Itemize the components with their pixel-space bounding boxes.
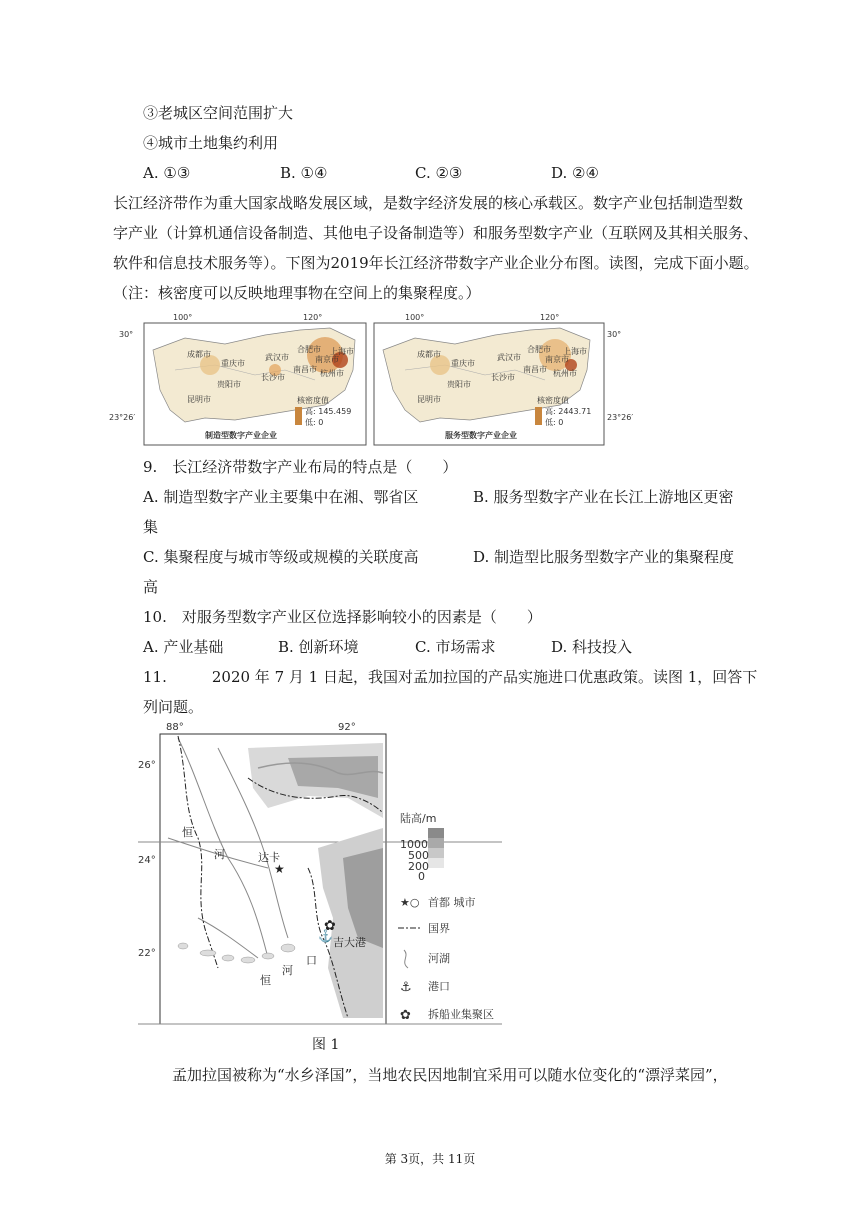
- q10-option-a: A. 产业基础: [143, 638, 224, 656]
- city-chengdu-b: 成都市: [417, 350, 441, 359]
- legend-low: 低: 0: [305, 418, 324, 427]
- city-guiyang: 贵阳市: [217, 380, 241, 389]
- elev-0: 0: [418, 870, 425, 883]
- map-panel-manufacturing: [144, 323, 366, 445]
- city-guiyang-b: 贵阳市: [447, 380, 471, 389]
- choice-a: A. ①③: [143, 164, 191, 182]
- q10-option-b: B. 创新环境: [278, 638, 359, 656]
- elev-1000: 1000: [400, 838, 428, 851]
- city-chongqing: 重庆市: [221, 359, 245, 368]
- page-footer: 第 3页，共 11页: [384, 1152, 476, 1166]
- label-river: 河: [214, 848, 225, 861]
- bangladesh-map-figure: [138, 718, 508, 1030]
- panel-title-b: 服务型数字产业企业: [445, 431, 517, 440]
- city-changsha: 长沙市: [261, 373, 285, 382]
- port-legend-symbol: ⚓: [400, 980, 412, 995]
- lat-label-2326: 23°26′: [109, 413, 136, 422]
- port-symbol: ⚓: [318, 929, 333, 943]
- lat-26: 26°: [138, 760, 156, 771]
- q9-option-d: D. 制造型比服务型数字产业的集聚程度: [473, 548, 735, 566]
- label-estuary-2: 河: [282, 964, 293, 977]
- lon-label-120-b: 120°: [540, 313, 560, 322]
- q11-line-1: 11. 2020 年 7 月 1 日起，我国对孟加拉国的产品实施进口优惠政策。读图 1，回答下: [143, 668, 758, 686]
- option-item-4: ④城市土地集约利用: [143, 134, 279, 152]
- q9-option-a: A. 制造型数字产业主要集中在湘、鄂省区: [143, 488, 419, 506]
- city-hefei-b: 合肥市: [527, 345, 551, 354]
- lon-label-100-b: 100°: [405, 313, 425, 322]
- map-legend: [398, 811, 494, 1023]
- legend-title-b: 核密度值: [537, 396, 569, 405]
- legend-color-bar: [295, 407, 302, 425]
- city-changsha-b: 长沙市: [491, 373, 515, 382]
- map-panel-service: [374, 323, 604, 445]
- density-maps-figure: [109, 310, 635, 450]
- label-chittagong: 吉大港: [333, 936, 366, 949]
- shipbreaking-symbol: ✿: [324, 918, 336, 934]
- passage-line-2: 字产业（计算机通信设备制造、其他电子设备制造等）和服务型数字产业（互联网及其相关服务、: [113, 224, 759, 242]
- q11-line-2: 列问题。: [143, 698, 204, 716]
- q10-stem: 10. 对服务型数字产业区位选择影响较小的因素是（ ）: [143, 608, 542, 626]
- passage-line-1: 长江经济带作为重大国家战略发展区域，是数字经济发展的核心承载区。数字产业包括制造型数: [113, 194, 744, 212]
- passage-line-3: 软件和信息技术服务等）。下图为2019年长江经济带数字产业企业分布图。读图，完成下面小题。: [113, 254, 759, 272]
- lat-label-30: 30°: [119, 330, 134, 339]
- capital-city-symbol: ★○: [400, 896, 420, 909]
- elev-500: 500: [408, 849, 429, 862]
- choice-c: C. ②③: [415, 164, 463, 182]
- city-hangzhou-b: 杭州市: [553, 369, 577, 378]
- lon-92: 92°: [338, 722, 356, 733]
- closing-paragraph: 孟加拉国被称为“水乡泽国”，当地农民因地制宜采用可以随水位变化的“漂浮菜园”，: [172, 1066, 728, 1084]
- elev-200: 200: [408, 860, 429, 873]
- lon-88: 88°: [166, 722, 184, 733]
- label-estuary-3: 口: [306, 954, 317, 967]
- legend-low-b: 低: 0: [545, 418, 564, 427]
- lat-label-2326-b: 23°26′: [607, 413, 634, 422]
- city-hangzhou: 杭州市: [320, 369, 344, 378]
- legend-rivers: 河湖: [428, 952, 450, 965]
- q9-option-c: C. 集聚程度与城市等级或规模的关联度高: [143, 548, 419, 566]
- legend-high-b: 高: 2443.71: [545, 407, 592, 416]
- city-nanchang-b: 南昌市: [523, 365, 547, 374]
- lon-label-100: 100°: [173, 313, 193, 322]
- city-kunming-b: 昆明市: [417, 395, 441, 404]
- river-symbol: [404, 950, 408, 968]
- city-nanjing: 南京市: [315, 355, 339, 364]
- label-estuary-1: 恒: [260, 974, 271, 987]
- panel-title: 制造型数字产业企业: [205, 431, 277, 440]
- capital-symbol: ★: [274, 862, 285, 876]
- legend-title: 核密度值: [297, 396, 329, 405]
- city-wuhan-b: 武汉市: [497, 353, 521, 362]
- lat-24: 24°: [138, 855, 156, 866]
- shipbreak-legend-symbol: ✿: [400, 1008, 411, 1023]
- city-shanghai-b: 上海市: [563, 347, 587, 356]
- legend-capital: 首都 城市: [428, 896, 476, 909]
- lon-label-120: 120°: [303, 313, 323, 322]
- choice-b: B. ①④: [280, 164, 328, 182]
- lat-label-30-b: 30°: [607, 330, 622, 339]
- legend-border: 国界: [428, 922, 450, 935]
- q9-option-d-cont: 高: [143, 578, 159, 596]
- legend-high: 高: 145.459: [305, 407, 352, 416]
- q9-stem: 9. 长江经济带数字产业布局的特点是（ ）: [143, 458, 458, 476]
- legend-shipbreaking: 拆船业集聚区: [428, 1008, 494, 1021]
- legend-color-bar-b: [535, 407, 542, 425]
- choice-d: D. ②④: [551, 164, 599, 182]
- city-chongqing-b: 重庆市: [451, 359, 475, 368]
- elev-title: 陆高/m: [400, 812, 437, 825]
- figure-caption: 图 1: [312, 1037, 340, 1053]
- city-chengdu: 成都市: [187, 350, 211, 359]
- legend-port: 港口: [428, 980, 450, 993]
- lat-22: 22°: [138, 948, 156, 959]
- passage-line-4: （注：核密度可以反映地理事物在空间上的集聚程度。）: [113, 284, 481, 302]
- city-wuhan: 武汉市: [265, 353, 289, 362]
- q10-option-c: C. 市场需求: [415, 638, 496, 656]
- option-item-3: ③老城区空间范围扩大: [143, 104, 294, 122]
- city-nanchang: 南昌市: [293, 365, 317, 374]
- q9-option-b: B. 服务型数字产业在长江上游地区更密: [473, 488, 734, 506]
- label-ganges: 恒: [182, 826, 193, 839]
- city-hefei: 合肥市: [297, 345, 321, 354]
- city-kunming: 昆明市: [187, 395, 211, 404]
- q9-option-b-cont: 集: [143, 518, 159, 536]
- city-shanghai: 上海市: [330, 347, 354, 356]
- label-dhaka: 达卡: [258, 851, 280, 864]
- q10-option-d: D. 科技投入: [551, 638, 633, 656]
- city-nanjing-b: 南京市: [545, 355, 569, 364]
